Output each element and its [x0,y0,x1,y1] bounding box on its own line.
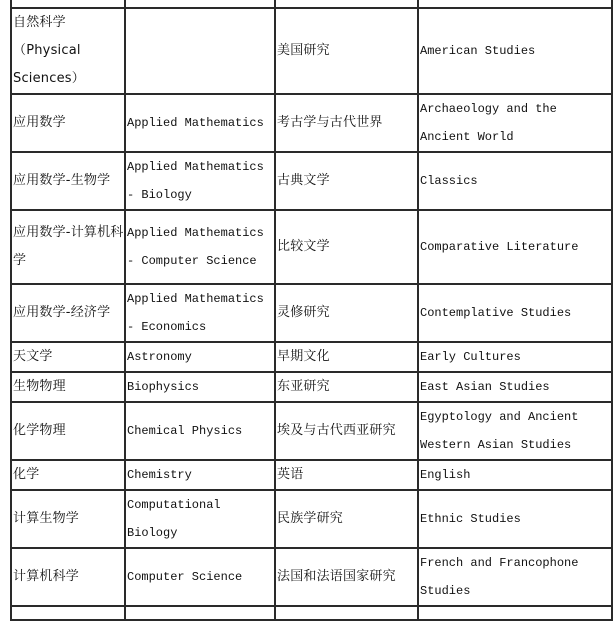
cell-en-major-2 [418,0,612,8]
table-row [11,94,612,152]
table-row [11,152,612,210]
cell-en-major-2: Egyptology and Ancient Western Asian Studies [418,402,612,460]
table-row [11,460,612,490]
cell-en-major-2: Early Cultures [418,342,612,372]
cell-zh-major-1 [11,606,125,620]
cell-zh-major-2: 英语 [275,460,418,490]
table-row [11,210,612,284]
cell-zh-major-2: 法国和法语国家研究 [275,548,418,606]
table-row [11,548,612,606]
cell-en-major-2: French and Francophone Studies [418,548,612,606]
cell-en-major-2: English [418,460,612,490]
cell-zh-major-2: 早期文化 [275,342,418,372]
cell-zh-major-2: 古典文学 [275,152,418,210]
cell-en-major-1 [125,8,275,94]
cell-zh-major-1: 化学物理 [11,402,125,460]
cell-en-major-1: Computer Science [125,548,275,606]
cell-en-major-2: Contemplative Studies [418,284,612,342]
cell-en-major-1: Applied Mathematics [125,94,275,152]
cell-zh-major-1: 计算机科学 [11,548,125,606]
cell-zh-major-2: 灵修研究 [275,284,418,342]
cell-zh-major-2: 考古学与古代世界 [275,94,418,152]
cell-zh-major-2: 东亚研究 [275,372,418,402]
cell-zh-major-1: 应用数学-经济学 [11,284,125,342]
cell-en-major-2: Comparative Literature [418,210,612,284]
cell-en-major-1 [125,606,275,620]
cell-zh-major-1: 化学 [11,460,125,490]
cell-en-major-1: Applied Mathematics - Computer Science [125,210,275,284]
cell-en-major-2: Archaeology and the Ancient World [418,94,612,152]
cell-en-major-2 [418,606,612,620]
cell-en-major-1: Chemical Physics [125,402,275,460]
majors-table-wrapper [10,0,613,621]
cell-zh-major-1: 应用数学-计算机科学 [11,210,125,284]
cell-en-major-2: American Studies [418,8,612,94]
table-row [11,0,612,8]
cell-zh-major-2 [275,0,418,8]
cell-en-major-1: Biophysics [125,372,275,402]
table-row [11,284,612,342]
cell-zh-major-2: 比较文学 [275,210,418,284]
cell-zh-major-1: 生物物理 [11,372,125,402]
cell-en-major-1 [125,0,275,8]
cell-zh-major-1: 应用数学-生物学 [11,152,125,210]
cell-zh-major-1: 计算生物学 [11,490,125,548]
cell-zh-major-1: 天文学 [11,342,125,372]
cell-zh-major-2: 民族学研究 [275,490,418,548]
cell-zh-major-2 [275,606,418,620]
cell-en-major-1: Astronomy [125,342,275,372]
cell-en-major-1: Applied Mathematics - Biology [125,152,275,210]
table-row [11,342,612,372]
cell-zh-major-1 [11,0,125,8]
cell-zh-major-2: 美国研究 [275,8,418,94]
cell-zh-major-1: 应用数学 [11,94,125,152]
table-row [11,402,612,460]
table-row [11,372,612,402]
cell-en-major-2: East Asian Studies [418,372,612,402]
cell-zh-major-1: 自然科学（Physical Sciences） [11,8,125,94]
table-row [11,8,612,94]
cell-en-major-1: Computational Biology [125,490,275,548]
cell-en-major-1: Applied Mathematics - Economics [125,284,275,342]
cell-en-major-1: Chemistry [125,460,275,490]
table-row [11,490,612,548]
cell-en-major-2: Classics [418,152,612,210]
cell-en-major-2: Ethnic Studies [418,490,612,548]
majors-table [10,0,613,621]
cell-zh-major-2: 埃及与古代西亚研究 [275,402,418,460]
table-row [11,606,612,620]
